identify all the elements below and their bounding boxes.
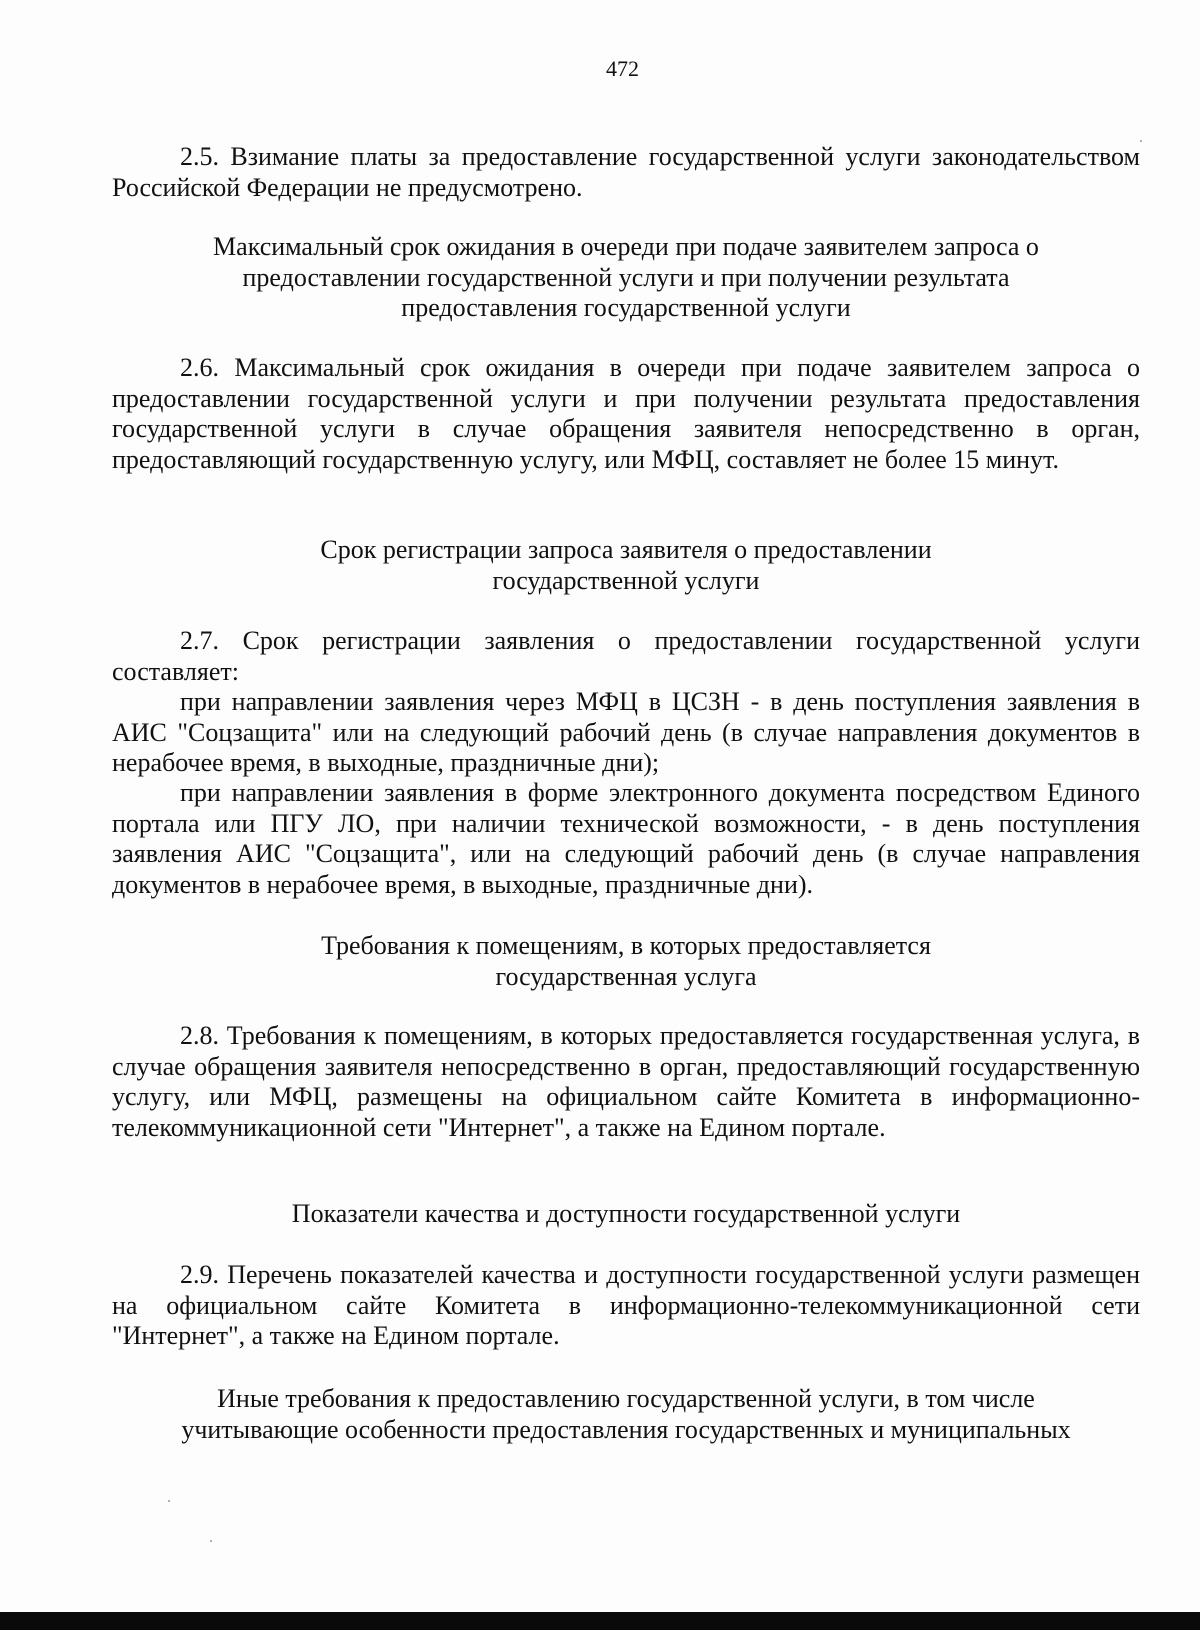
heading-line: государственной услуги — [492, 565, 760, 595]
heading-line: предоставления государственной услуги — [401, 293, 851, 322]
heading-line: Показатели качества и доступности государственной услуги — [291, 1199, 961, 1228]
heading-line: Иные требования к предоставлению государственной услуги, в том числе — [217, 1384, 1035, 1413]
scan-speck — [168, 1500, 170, 1502]
heading-max-wait-time — [112, 232, 1140, 324]
heading-line: Срок регистрации запроса заявителя о предоставлении — [320, 535, 932, 564]
heading-line: предоставлении государственной услуги и при получении результата — [242, 262, 1010, 292]
heading-quality-indicators — [112, 1199, 1140, 1230]
scan-bottom-edge — [0, 1612, 1200, 1630]
paragraph-2-7: 2.7. Срок регистрации заявления о предоставлении государственной услуги составляет: — [112, 626, 1140, 686]
paragraph-2-9: 2.9. Перечень показателей качества и доступности государственной услуги размещен на официальном сайте Комитета в информационно-телекоммуникационной сети "Интернет", а также на Едином портале. — [112, 1260, 1140, 1350]
heading-premises-requirements — [112, 931, 1140, 992]
paragraph-2-7-mfc: при направлении заявления через МФЦ в ЦСЗН - в день поступления заявления в АИС "Соцзащита" или на следующий рабочий день (в случае направления документов в нерабочее время, в выходные, праздничные дни); — [112, 687, 1140, 777]
heading-other-requirements — [112, 1384, 1140, 1445]
paragraph-2-7-electronic: при направлении заявления в форме электронного документа посредством Единого портала или ПГУ ЛО, при наличии технической возможности, - в день поступления заявления АИС "Соцзащита", или на следующий рабочий день (в случае направления документов в нерабочее время, в выходные, праздничные дни). — [112, 778, 1140, 899]
paragraph-2-8: 2.8. Требования к помещениям, в которых предоставляется государственная услуга, в случае обращения заявителя непосредственно в орган, предоставляющий государственную услугу, или МФЦ, размещены на официальном сайте Комитета в информационно-телекоммуникационной сети "Интернет", а также на Едином портале. — [112, 1021, 1140, 1142]
heading-line: государственная услуга — [495, 961, 757, 991]
heading-registration-term — [112, 535, 1140, 596]
paragraph-2-6: 2.6. Максимальный срок ожидания в очереди при подаче заявителем запроса о предоставлении государственной услуги и при получении результата предоставления государственной услуги в случае обращения заявителя непосредственно в орган, предоставляющий государственную услугу, или МФЦ, составляет не более 15 минут. — [112, 353, 1140, 474]
heading-line: Требования к помещениям, в которых предоставляется — [321, 931, 931, 960]
page-number: 472 — [606, 56, 639, 81]
heading-line: учитывающие особенности предоставления государственных и муниципальных — [181, 1414, 1071, 1444]
scan-speck — [210, 1540, 212, 1542]
paragraph-2-5: 2.5. Взимание платы за предоставление государственной услуги законодательством Российской Федерации не предусмотрено. — [112, 142, 1140, 202]
heading-line: Максимальный срок ожидания в очереди при подаче заявителем запроса о — [213, 232, 1039, 261]
scan-speck — [1140, 140, 1142, 142]
